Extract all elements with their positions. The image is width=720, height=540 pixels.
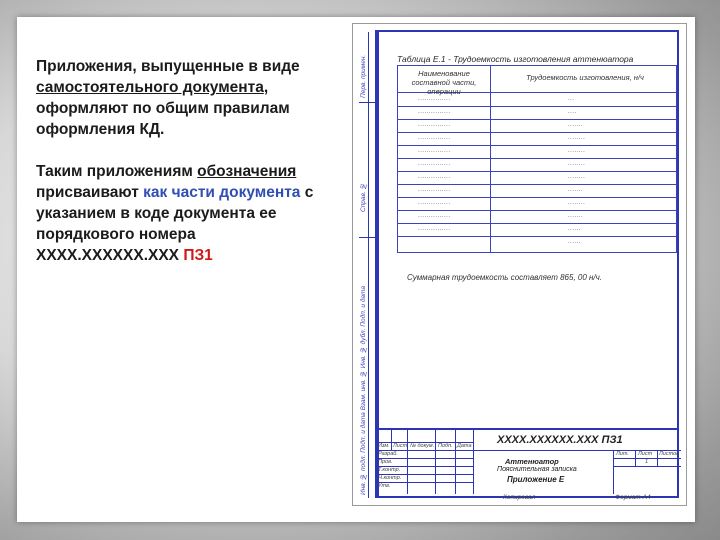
column-header-name-line2: составной части, операции — [411, 78, 477, 96]
stamp-doc-type: Пояснительная записка — [497, 466, 577, 473]
side-label-sprav: Справ. № — [360, 182, 367, 212]
side-strip — [359, 32, 379, 498]
p2-blue-text: как части документа — [143, 184, 301, 201]
stamp-label-utv: Утв. — [378, 483, 391, 489]
table-row — [398, 236, 676, 249]
stamp-label-lit: Лит. — [616, 451, 629, 457]
stamp-label-nkontr: Н.контр. — [378, 475, 402, 481]
stamp-line — [407, 430, 408, 494]
row-name: ............... — [418, 161, 451, 167]
copied-label: Копировал — [503, 494, 536, 501]
row-value: ...... — [568, 239, 582, 245]
stamp-label-izm: Изм. — [378, 443, 390, 449]
p2-text-mid: присваивают — [36, 184, 144, 201]
stamp-label-prov: Пров. — [378, 459, 393, 465]
drawing-frame — [360, 30, 680, 498]
row-name: ............... — [418, 226, 451, 232]
stamp-sheet-number: 1 — [645, 459, 649, 465]
stamp-document-code: ХХХХ.ХХХХХХ.ХХХ ПЗ1 — [497, 434, 623, 446]
row-name: ............... — [418, 109, 451, 115]
stamp-label-razrab: Разраб. — [378, 451, 398, 457]
stamp-line — [657, 450, 658, 466]
row-value: ....... — [568, 213, 584, 219]
row-value: ........ — [568, 148, 586, 154]
stamp-label-tkontr: Т.контр. — [378, 467, 401, 473]
table-row — [398, 197, 676, 211]
row-name: ............... — [418, 174, 451, 180]
p1-underlined: самостоятельного документа — [36, 79, 264, 96]
table-row — [398, 210, 676, 224]
stamp-label-doc: № докум. — [410, 443, 435, 449]
slide-text — [36, 56, 336, 287]
column-header-name — [400, 69, 488, 96]
table-title: Таблица Е.1 - Трудоемкость изготовления аттенюатора — [397, 54, 634, 64]
row-value: ...... — [568, 226, 582, 232]
side-label-inv: Инв. № подл. Подп. и дата Взам. инв. № Инв. № дубл. Подп. и дата — [360, 286, 367, 495]
stamp-label-sheet: Лист — [638, 451, 653, 457]
row-value: ........ — [568, 200, 586, 206]
doc-code: ХХХХ.ХХХХХХ.ХХХ — [36, 247, 184, 264]
paragraph-1 — [36, 56, 336, 140]
row-value: ....... — [568, 122, 584, 128]
p1-text: Приложения, выпущенные в виде — [36, 58, 300, 75]
stamp-product-name: Аттенюатор — [505, 457, 559, 466]
row-name: ............... — [418, 213, 451, 219]
table-row — [398, 158, 676, 172]
side-strip-line — [359, 102, 377, 103]
labor-table — [397, 65, 677, 253]
doc-code-suffix: ПЗ1 — [183, 247, 213, 264]
table-row — [398, 93, 676, 107]
table-row — [398, 171, 676, 185]
table-row — [398, 145, 676, 159]
row-name: ............... — [418, 122, 451, 128]
stamp-line — [391, 430, 392, 450]
side-label-perv-primen: Перв. примен. — [360, 54, 367, 98]
stamp-line — [635, 450, 636, 466]
stamp-label-podp: Подп. — [438, 443, 453, 449]
title-block — [377, 428, 680, 496]
row-value: ....... — [568, 187, 584, 193]
summary-text: Суммарная трудоемкость составляет 865, 00 н/ч. — [407, 273, 603, 282]
stamp-label-list: Лист — [393, 443, 408, 449]
document-sheet — [352, 23, 687, 506]
row-value: ... — [568, 96, 575, 102]
row-value: .... — [568, 109, 577, 115]
row-value: ........ — [568, 135, 586, 141]
p2-text: Таким приложениям — [36, 163, 198, 180]
table-header — [398, 66, 676, 96]
table-row — [398, 184, 676, 198]
stamp-line — [455, 430, 456, 494]
column-header-name-line1: Наименование — [418, 69, 470, 78]
p2-underlined: обозначения — [197, 163, 297, 180]
table-row — [398, 223, 676, 237]
row-name: ............... — [418, 148, 451, 154]
table-row — [398, 132, 676, 146]
column-header-labor: Трудоемкость изготовления, н/ч — [526, 73, 644, 82]
p2-text-end: с указанием в коде документа ее порядкового номера — [36, 184, 314, 243]
row-value: ........ — [568, 161, 586, 167]
row-name: ............... — [418, 135, 451, 141]
side-strip-line — [359, 237, 377, 238]
row-name: ............... — [418, 96, 451, 102]
table-row — [398, 119, 676, 133]
row-name: ............... — [418, 187, 451, 193]
stamp-label-sheets: Листов — [659, 451, 680, 457]
p1-text-end: , оформляют по общим правилам оформления КД. — [36, 79, 290, 138]
row-name: ............... — [418, 200, 451, 206]
stamp-appendix-name: Приложение Е — [507, 475, 565, 484]
table-row — [398, 106, 676, 120]
stamp-line — [613, 466, 681, 467]
stamp-line — [435, 430, 436, 494]
stamp-line — [613, 450, 614, 494]
stamp-line — [377, 482, 473, 483]
format-label: Формат А4 — [615, 494, 651, 501]
paragraph-2 — [36, 161, 336, 266]
stamp-line — [473, 430, 474, 494]
row-value: ........ — [568, 174, 586, 180]
stamp-label-data: Дата — [457, 443, 472, 449]
